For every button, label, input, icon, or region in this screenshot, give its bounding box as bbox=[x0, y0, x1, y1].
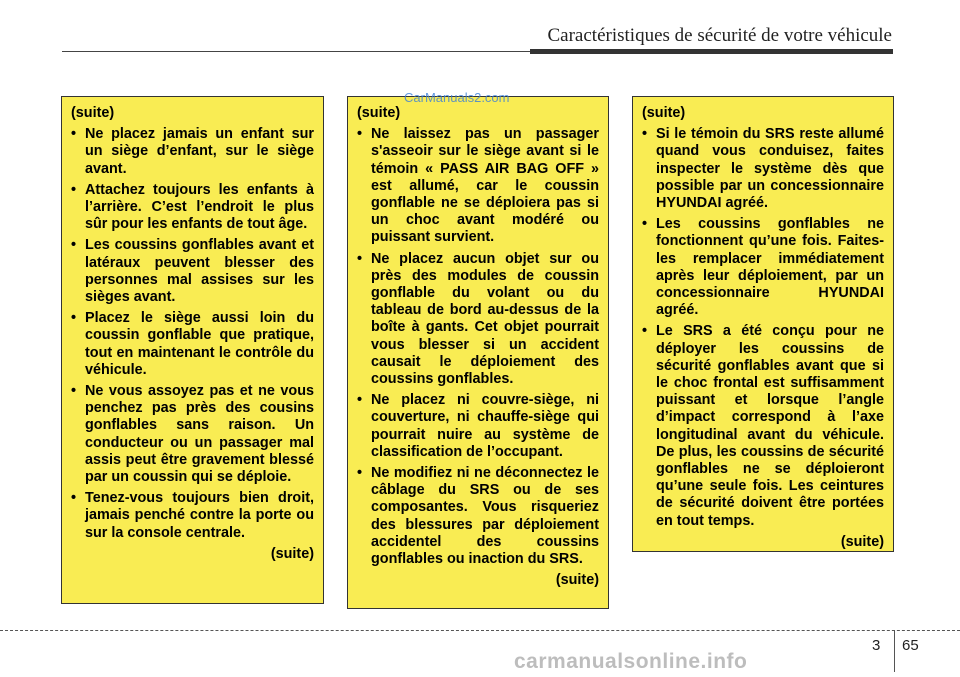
list-item: • Tenez-vous toujours bien droit, jamais penché contre la porte ou sur la console centrale. bbox=[71, 490, 314, 542]
chapter-number: 3 bbox=[872, 637, 881, 654]
list-item: • Ne vous assoyez pas et ne vous penchez pas près des cousins gonflables sans raison. Un conducteur ou un passager mal assis peut être gravement blessé par un coussin qui se déploie. bbox=[71, 383, 314, 486]
list-item: • Les coussins gonflables avant et latéraux peuvent blesser des personnes mal assises sur les sièges avant. bbox=[71, 237, 314, 306]
list-item: • Attachez toujours les enfants à l’arrière. C’est l’endroit le plus sûr pour les enfants de tout âge. bbox=[71, 182, 314, 234]
list-item: • Ne modifiez ni ne déconnectez le câblage du SRS ou de ses composantes. Vous risqueriez des blessures par déploiement accidentel des coussins gonflables ou inaction du SRS. bbox=[357, 465, 599, 568]
header-rule-thin bbox=[62, 51, 532, 52]
continued-label-bottom: (suite) bbox=[270, 545, 314, 562]
continued-label-top: (suite) bbox=[357, 105, 401, 121]
warning-box-1 bbox=[61, 96, 324, 604]
bullet-list bbox=[71, 126, 314, 542]
page-header-title: Caractéristiques de sécurité de votre véhicule bbox=[547, 25, 892, 46]
continued-label-top: (suite) bbox=[642, 105, 686, 121]
list-item: • Ne placez aucun objet sur ou près des modules de coussin gonflable du volant ou du tableau de bord au-dessus de la boîte à gants. Cet objet pourrait vous blesser si un accident causait le déploiement des coussins gonflables. bbox=[357, 251, 599, 389]
continued-label-top: (suite) bbox=[71, 105, 115, 121]
continued-label-bottom: (suite) bbox=[555, 572, 599, 589]
list-item: • Ne placez ni couvre-siège, ni couverture, ni chauffe-siège qui pourrait nuire au système de classification de l’occupant. bbox=[357, 392, 599, 461]
bullet-list bbox=[357, 126, 599, 568]
list-item: • Le SRS a été conçu pour ne déployer les coussins de sécurité gonflables avant que si le choc frontal est suffisamment puissant et lorsque l’angle d’impact correspond à l’axe longitudinal avant du véhicule. De plus, les coussins de sécurité gonflables ne se déploieront qu’une seule fois. Les ceintures de sécurité doivent être portées en tout temps. bbox=[642, 323, 884, 529]
bullet-list bbox=[642, 126, 884, 530]
list-item: • Placez le siège aussi loin du coussin gonflable que pratique, tout en maintenant le contrôle du véhicule. bbox=[71, 310, 314, 379]
footer-dashed-rule bbox=[0, 630, 960, 631]
watermark-top: CarManuals2.com bbox=[404, 90, 510, 105]
list-item: • Les coussins gonflables ne fonctionnent qu’une fois. Faites-les remplacer immédiatement après leur déploiement, par un concessionnaire HYUNDAI agréé. bbox=[642, 216, 884, 319]
warning-box-2 bbox=[347, 96, 609, 609]
list-item: • Ne placez jamais un enfant sur un siège d’enfant, sur le siège avant. bbox=[71, 126, 314, 178]
list-item: • Ne laissez pas un passager s'asseoir sur le siège avant si le témoin « PASS AIR BAG OFF » est allumé, car le coussin gonflable ne se déploiera pas si un choc avant modéré ou puissant survient. bbox=[357, 126, 599, 246]
header-rule-thick bbox=[530, 49, 893, 54]
watermark-bottom: carmanualsonline.info bbox=[514, 650, 748, 673]
footer-divider bbox=[894, 630, 895, 672]
warning-box-3 bbox=[632, 96, 894, 552]
continued-label-bottom: (suite) bbox=[840, 533, 884, 550]
page-number: 65 bbox=[902, 637, 919, 654]
list-item: • Si le témoin du SRS reste allumé quand vous conduisez, faites inspecter le système dès que possible par un concessionnaire HYUNDAI agréé. bbox=[642, 126, 884, 212]
